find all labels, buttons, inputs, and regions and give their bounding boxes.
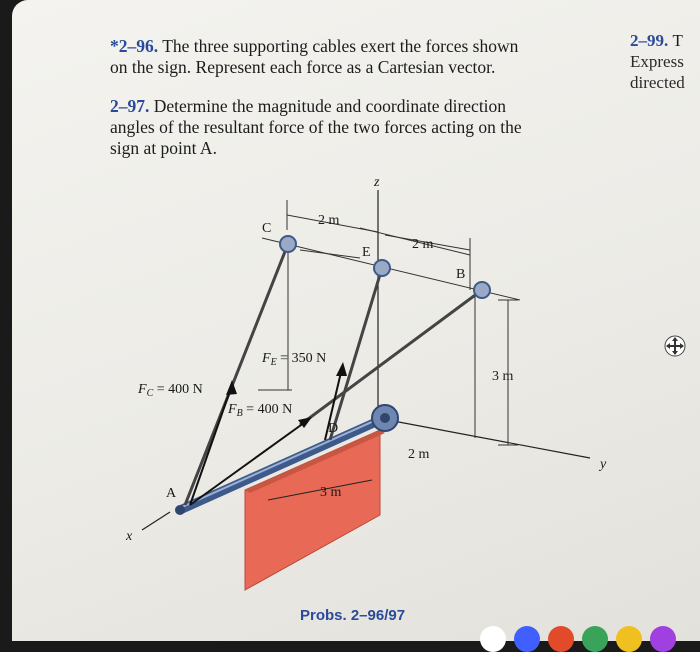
dock-app-icon[interactable] (616, 626, 642, 652)
problem-number: *2–96. (110, 36, 159, 56)
label-x: x (126, 529, 133, 544)
bracket-D-center (380, 413, 390, 423)
label-A: A (166, 486, 177, 501)
pulley-C (280, 236, 296, 252)
pulley-E (374, 260, 390, 276)
label-C: C (262, 221, 272, 236)
label-D: D (328, 421, 339, 436)
label-z: z (374, 175, 380, 190)
x-axis (142, 512, 170, 530)
cable-B (300, 290, 482, 425)
problem-text-line: The three supporting cables exert the forces shown (162, 36, 519, 56)
dock-app-icon[interactable] (650, 626, 676, 652)
problem-text-line: on the sign. Represent each force as a Cartesian vector. (110, 57, 496, 77)
dim-label-3m-vert: 3 m (492, 369, 514, 384)
dock-app-icon[interactable] (582, 626, 608, 652)
arrowhead (226, 380, 237, 395)
dock-app-icon[interactable] (548, 626, 574, 652)
move-cursor-icon (664, 335, 686, 357)
label-y: y (600, 457, 607, 472)
label-FB: $F_B = 400$ N (228, 402, 293, 419)
problem-number: 2–97. (110, 96, 150, 116)
dim-label-3m-sign: 3 m (320, 485, 342, 500)
dim-label-2m-top: 2 m (318, 213, 340, 228)
app-dock (470, 618, 700, 641)
problem-text-line: directed (630, 73, 685, 92)
arrowhead (336, 362, 347, 376)
problem-text-line: angles of the resultant force of the two forces acting on the (110, 117, 522, 137)
problem-text-line: Determine the magnitude and coordinate direction (153, 96, 507, 116)
dim-label-2m-base: 2 m (408, 447, 430, 462)
ceiling-line (300, 250, 360, 258)
figure-caption: Probs. 2–96/97 (300, 607, 406, 624)
problem-text-line: sign at point A. (110, 138, 217, 158)
label-B: B (456, 267, 466, 282)
dim-label-2m-right: 2 m (412, 237, 434, 252)
problem-text-line: Express (630, 52, 684, 71)
label-E: E (362, 245, 371, 260)
pulley-B (474, 282, 490, 298)
point-A (175, 505, 185, 515)
dock-app-icon[interactable] (480, 626, 506, 652)
label-FC: $F_C = 400$ N (138, 382, 203, 399)
dock-app-icon[interactable] (514, 626, 540, 652)
label-FE: $F_E = 350$ N (262, 351, 327, 368)
problem-number: 2–99. T (630, 31, 683, 50)
